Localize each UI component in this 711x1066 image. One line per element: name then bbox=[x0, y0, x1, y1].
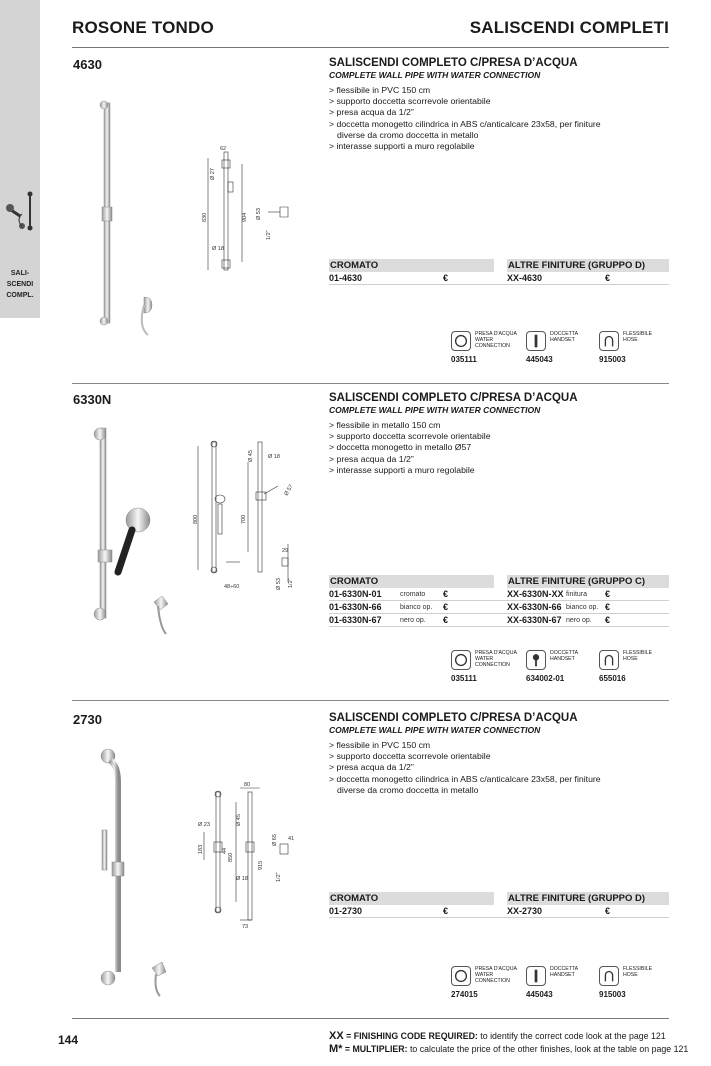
water-connection-icon bbox=[451, 331, 471, 351]
water-connection-icon bbox=[451, 966, 471, 986]
currency-symbol: € bbox=[605, 589, 611, 599]
feature-item: > doccetta monogetto cilindrica in ABS c/anticalcare 23x58, per finiture bbox=[329, 118, 601, 129]
product-subtitle: COMPLETE WALL PIPE WITH WATER CONNECTION bbox=[329, 405, 541, 415]
hose-icon bbox=[599, 331, 619, 351]
alt-finish-name: nero op. bbox=[566, 617, 592, 624]
price-table bbox=[329, 259, 669, 285]
product-code: 6330N bbox=[73, 392, 112, 407]
product-code: 4630 bbox=[73, 57, 102, 72]
currency-symbol: € bbox=[605, 906, 611, 916]
dimension-label: 1/2" bbox=[288, 578, 294, 588]
table-row[interactable] bbox=[329, 588, 669, 601]
accessory-label-text: FLESSIBILE HOSE bbox=[623, 331, 653, 343]
shower-set-icon bbox=[2, 190, 38, 234]
technical-drawing bbox=[196, 782, 301, 932]
table-header-chrome: CROMATO bbox=[329, 892, 494, 905]
footnote-heading: = FINISHING CODE REQUIRED: bbox=[343, 1031, 478, 1041]
alt-article-code: XX-6330N-66 bbox=[507, 602, 562, 612]
feature-item: > interasse supporti a muro regolabile bbox=[329, 464, 475, 475]
dimension-label: Ø 18 bbox=[268, 454, 280, 460]
accessory-code: 035111 bbox=[451, 674, 477, 683]
page-number: 144 bbox=[58, 1033, 79, 1047]
accessory-label bbox=[475, 650, 523, 668]
dimension-label: 830 bbox=[202, 212, 208, 222]
hose-icon bbox=[599, 650, 619, 670]
handset-icon bbox=[526, 966, 546, 986]
accessory-label bbox=[550, 650, 598, 662]
dimension-label: Ø 53 bbox=[256, 208, 262, 220]
article-code: 01-2730 bbox=[329, 906, 363, 916]
article-code: 01-6330N-67 bbox=[329, 615, 382, 625]
table-header-other-finishes: ALTRE FINITURE (GRUPPO C) bbox=[507, 575, 669, 588]
dimension-label: Ø 65 bbox=[272, 834, 278, 846]
alt-article-code: XX-6330N-XX bbox=[507, 589, 564, 599]
dimension-label: 44 bbox=[222, 847, 228, 854]
dimension-label: 1/2" bbox=[266, 230, 272, 240]
table-header-chrome: CROMATO bbox=[329, 259, 494, 272]
product-title: SALISCENDI COMPLETO C/PRESA D’ACQUA bbox=[329, 712, 578, 724]
accessory-label bbox=[475, 331, 523, 349]
dimension-label: Ø 18 bbox=[212, 246, 224, 252]
feature-item: > flessibile in metallo 150 cm bbox=[329, 420, 441, 430]
article-code: 01-4630 bbox=[329, 273, 363, 283]
side-label-line: COMPL. bbox=[6, 292, 34, 299]
footnote-finishing-code bbox=[329, 1030, 666, 1042]
currency-symbol: € bbox=[605, 602, 611, 612]
accessory-label-text: FLESSIBILE HOSE bbox=[623, 966, 653, 978]
technical-drawing bbox=[190, 432, 305, 592]
product-subtitle: COMPLETE WALL PIPE WITH WATER CONNECTION bbox=[329, 70, 541, 80]
alt-finish-name: bianco op. bbox=[566, 604, 599, 611]
table-row[interactable] bbox=[329, 614, 669, 627]
product-title: SALISCENDI COMPLETO C/PRESA D’ACQUA bbox=[329, 392, 578, 404]
handset-icon bbox=[526, 331, 546, 351]
section-divider bbox=[72, 700, 669, 701]
technical-drawing bbox=[198, 142, 298, 277]
currency-symbol: € bbox=[605, 273, 611, 283]
alt-article-code: XX-2730 bbox=[507, 906, 543, 916]
alt-finish-name: finitura bbox=[566, 591, 588, 598]
accessory-code: 634002-01 bbox=[526, 674, 565, 683]
dimension-label: Ø 53 bbox=[276, 578, 282, 590]
section-divider bbox=[72, 383, 669, 384]
product-subtitle: COMPLETE WALL PIPE WITH WATER CONNECTION bbox=[329, 725, 541, 735]
dimension-label: 73 bbox=[242, 924, 249, 930]
accessory-code: 915003 bbox=[599, 990, 626, 999]
accessory-code: 445043 bbox=[526, 355, 553, 364]
accessory-code: 445043 bbox=[526, 990, 553, 999]
footnote-multiplier bbox=[329, 1043, 688, 1055]
currency-symbol: € bbox=[443, 906, 449, 916]
feature-list bbox=[329, 420, 659, 476]
feature-item: > presa acqua da 1/2” bbox=[329, 107, 414, 118]
accessory-label bbox=[550, 966, 598, 978]
alt-article-code: XX-4630 bbox=[507, 273, 543, 283]
currency-symbol: € bbox=[443, 273, 449, 283]
side-label-line: SCENDI bbox=[6, 281, 34, 288]
product-photo bbox=[96, 742, 176, 997]
feature-item: diverse da cromo doccetta in metallo bbox=[337, 784, 479, 795]
product-title: SALISCENDI COMPLETO C/PRESA D’ACQUA bbox=[329, 57, 578, 69]
table-row[interactable] bbox=[329, 905, 669, 918]
accessory-label-text: PRESA D'ACQUA WATER CONNECTION bbox=[475, 331, 517, 349]
feature-item: > flessibile in PVC 150 cm bbox=[329, 85, 431, 95]
feature-item: > supporto doccetta scorrevole orientabile bbox=[329, 96, 491, 107]
dimension-label: 800 bbox=[193, 514, 199, 524]
footnote-text: to calculate the price of the other finishes, look at the table on page 121 bbox=[407, 1044, 689, 1054]
alt-article-code: XX-6330N-67 bbox=[507, 615, 562, 625]
dimension-label: Ø 18 bbox=[236, 876, 248, 882]
side-category-label bbox=[2, 268, 38, 301]
footnote-key: M* bbox=[329, 1043, 343, 1055]
hose-icon bbox=[599, 966, 619, 986]
water-connection-icon bbox=[451, 650, 471, 670]
currency-symbol: € bbox=[443, 615, 449, 625]
accessory-label-text: DOCCETTA HANDSET bbox=[550, 331, 579, 343]
side-label-line: SALI- bbox=[10, 270, 30, 277]
accessory-label bbox=[475, 966, 523, 984]
accessory-label bbox=[623, 966, 671, 978]
table-header-chrome: CROMATO bbox=[329, 575, 494, 588]
dimension-label: 850 bbox=[228, 852, 234, 862]
accessory-label-text: DOCCETTA HANDSET bbox=[550, 650, 579, 662]
accessory-code: 274015 bbox=[451, 990, 478, 999]
article-code: 01-6330N-01 bbox=[329, 589, 382, 599]
accessory-label-text: DOCCETTA HANDSET bbox=[550, 966, 579, 978]
finish-name: cromato bbox=[400, 591, 426, 598]
footnote-heading: = MULTIPLIER: bbox=[342, 1044, 408, 1054]
table-row[interactable] bbox=[329, 272, 669, 285]
dimension-label: 904 bbox=[242, 212, 248, 222]
accessory-label-text: FLESSIBILE HOSE bbox=[623, 650, 653, 662]
feature-item: > doccetta monogetto in metallo Ø57 bbox=[329, 442, 472, 453]
product-photo bbox=[88, 97, 168, 337]
accessory-label-text: PRESA D'ACQUA WATER CONNECTION bbox=[475, 966, 517, 984]
accessory-label bbox=[623, 650, 671, 662]
feature-item: diverse da cromo doccetta in metallo bbox=[337, 129, 479, 140]
dimension-label: 48÷60 bbox=[224, 584, 240, 590]
handset-icon bbox=[526, 650, 546, 670]
dimension-label: 80 bbox=[244, 782, 251, 788]
dimension-label: 29 bbox=[282, 548, 289, 554]
currency-symbol: € bbox=[443, 589, 449, 599]
dimension-label: 1/2" bbox=[276, 872, 282, 882]
feature-item: > interasse supporti a muro regolabile bbox=[329, 141, 475, 152]
feature-item: > supporto doccetta scorrevole orientabile bbox=[329, 751, 491, 762]
footer-divider bbox=[72, 1018, 669, 1019]
price-table bbox=[329, 892, 669, 918]
accessory-label bbox=[550, 331, 598, 343]
feature-item: > flessibile in PVC 150 cm bbox=[329, 740, 431, 750]
article-code: 01-6330N-66 bbox=[329, 602, 382, 612]
feature-item: > doccetta monogetto cilindrica in ABS c/anticalcare 23x58, per finiture bbox=[329, 773, 601, 784]
table-header-other-finishes: ALTRE FINITURE (GRUPPO D) bbox=[507, 259, 669, 272]
dimension-label: 62 bbox=[220, 146, 227, 152]
dimension-label: 183 bbox=[198, 844, 204, 854]
table-header-other-finishes: ALTRE FINITURE (GRUPPO D) bbox=[507, 892, 669, 905]
dimension-label: 700 bbox=[241, 514, 247, 524]
finish-name: bianco op. bbox=[400, 604, 433, 611]
dimension-label: Ø 23 bbox=[198, 822, 210, 828]
feature-item: > supporto doccetta scorrevole orientabile bbox=[329, 431, 491, 442]
dimension-label: Ø 45 bbox=[248, 450, 254, 462]
page-title-left: ROSONE TONDO bbox=[72, 18, 214, 37]
price-table bbox=[329, 575, 669, 627]
accessory-code: 035111 bbox=[451, 355, 477, 364]
dimension-label: 41 bbox=[288, 836, 295, 842]
dimension-label: 915 bbox=[258, 860, 264, 870]
accessory-label bbox=[623, 331, 671, 343]
product-photo bbox=[88, 422, 178, 642]
feature-item: > presa acqua da 1/2” bbox=[329, 762, 414, 773]
footnote-text: to identify the correct code look at the page 121 bbox=[477, 1031, 666, 1041]
page-title-right: SALISCENDI COMPLETI bbox=[469, 18, 669, 37]
dimension-label: Ø 27 bbox=[210, 168, 216, 180]
header-divider bbox=[72, 47, 669, 48]
feature-list bbox=[329, 85, 659, 152]
dimension-label: Ø 45 bbox=[236, 814, 242, 826]
accessory-code: 915003 bbox=[599, 355, 626, 364]
currency-symbol: € bbox=[443, 602, 449, 612]
dimension-label: Ø 57 bbox=[283, 483, 295, 497]
table-row[interactable] bbox=[329, 601, 669, 614]
product-code: 2730 bbox=[73, 712, 102, 727]
accessory-label-text: PRESA D'ACQUA WATER CONNECTION bbox=[475, 650, 517, 668]
feature-list bbox=[329, 740, 659, 796]
accessory-code: 655016 bbox=[599, 674, 626, 683]
currency-symbol: € bbox=[605, 615, 611, 625]
side-category-tab[interactable] bbox=[0, 0, 40, 318]
footnote-key: XX bbox=[329, 1030, 344, 1042]
finish-name: nero op. bbox=[400, 617, 426, 624]
feature-item: > presa acqua da 1/2” bbox=[329, 453, 414, 464]
